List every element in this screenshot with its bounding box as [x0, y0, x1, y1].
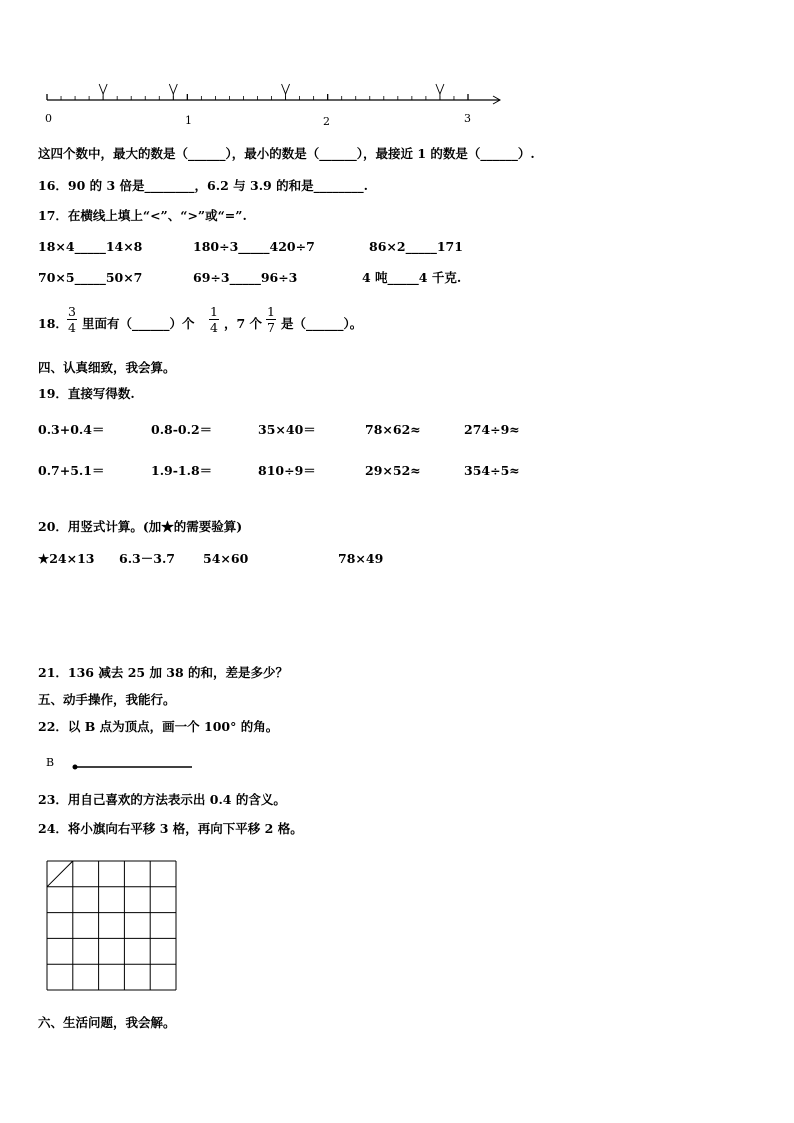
q20-item-1: ★24×13 — [38, 551, 95, 566]
q19-r1-c2: 0.8-0.2＝ — [151, 422, 213, 437]
q18-fraction-3: 1 7 — [267, 304, 275, 335]
section-4-heading: 四、认真细致，我会算。 — [38, 360, 176, 375]
q24-text: 24．将小旗向右平移 3 格，再向下平移 2 格。 — [38, 821, 303, 836]
flag-shape — [47, 861, 73, 887]
q21-text: 21．136 减去 25 加 38 的和，差是多少？ — [38, 665, 289, 680]
q17-r2-c3: 4 吨_____4 千克. — [362, 270, 462, 285]
number-line-marker — [436, 84, 444, 94]
number-line-label-0: 0 — [45, 112, 52, 125]
q19-title: 19．直接写得数. — [38, 386, 135, 401]
q19-r1-c5: 274÷9≈ — [464, 422, 520, 437]
q19-r1-c1: 0.3+0.4＝ — [38, 422, 105, 437]
q19-r2-c3: 810÷9＝ — [258, 463, 316, 478]
q20-item-2: 6.3－3.7 — [119, 551, 175, 566]
number-line-label-3: 3 — [464, 112, 471, 125]
translation-grid — [47, 861, 176, 990]
number-line-label-2: 2 — [323, 115, 330, 128]
point-b-label: B — [46, 756, 55, 769]
number-line-label-1: 1 — [185, 114, 192, 127]
q22-text: 22．以 B 点为顶点，画一个 100° 的角。 — [38, 719, 279, 734]
q20-item-3: 54×60 — [203, 551, 249, 566]
q18-text-3: 是（______）。 — [281, 316, 363, 331]
q23-text: 23．用自己喜欢的方法表示出 0.4 的含义。 — [38, 792, 286, 807]
q19-r1-c4: 78×62≈ — [365, 422, 421, 437]
q18-text-2: ，7 个 — [224, 316, 263, 331]
q17-r1-c3: 86×2_____171 — [369, 239, 463, 254]
q18-text-1: 里面有（______）个 — [82, 316, 195, 331]
q15-text: 这四个数中，最大的数是（______），最小的数是（______），最接近 1 的数是（______）. — [38, 146, 535, 161]
q20-item-4: 78×49 — [338, 551, 384, 566]
section-6-heading: 六、生活问题，我会解。 — [38, 1015, 176, 1030]
q20-title: 20．用竖式计算。(加★的需要验算) — [38, 519, 243, 534]
q19-r2-c2: 1.9-1.8＝ — [151, 463, 213, 478]
q18-fraction-1: 3 4 — [68, 304, 76, 335]
q19-r2-c4: 29×52≈ — [365, 463, 421, 478]
q17-r2-c2: 69÷3_____96÷3 — [193, 270, 298, 285]
point-b — [73, 765, 78, 770]
q17-r2-c1: 70×5_____50×7 — [38, 270, 143, 285]
q17-r1-c1: 18×4_____14×8 — [38, 239, 143, 254]
q18-number: 18． — [38, 316, 68, 331]
q16-text: 16．90 的 3 倍是________，6.2 与 3.9 的和是________. — [38, 178, 368, 193]
q18-fraction-2: 1 4 — [210, 304, 218, 335]
q19-r1-c3: 35×40＝ — [258, 422, 316, 437]
number-line-marker — [99, 84, 107, 94]
q17-r1-c2: 180÷3_____420÷7 — [193, 239, 315, 254]
section-5-heading: 五、动手操作，我能行。 — [38, 692, 176, 707]
number-line-marker — [282, 84, 290, 94]
q17-title: 17．在横线上填上“<”、“>”或“=”. — [38, 208, 247, 223]
number-line-marker — [169, 84, 177, 94]
q19-r2-c5: 354÷5≈ — [464, 463, 520, 478]
q19-r2-c1: 0.7+5.1＝ — [38, 463, 105, 478]
